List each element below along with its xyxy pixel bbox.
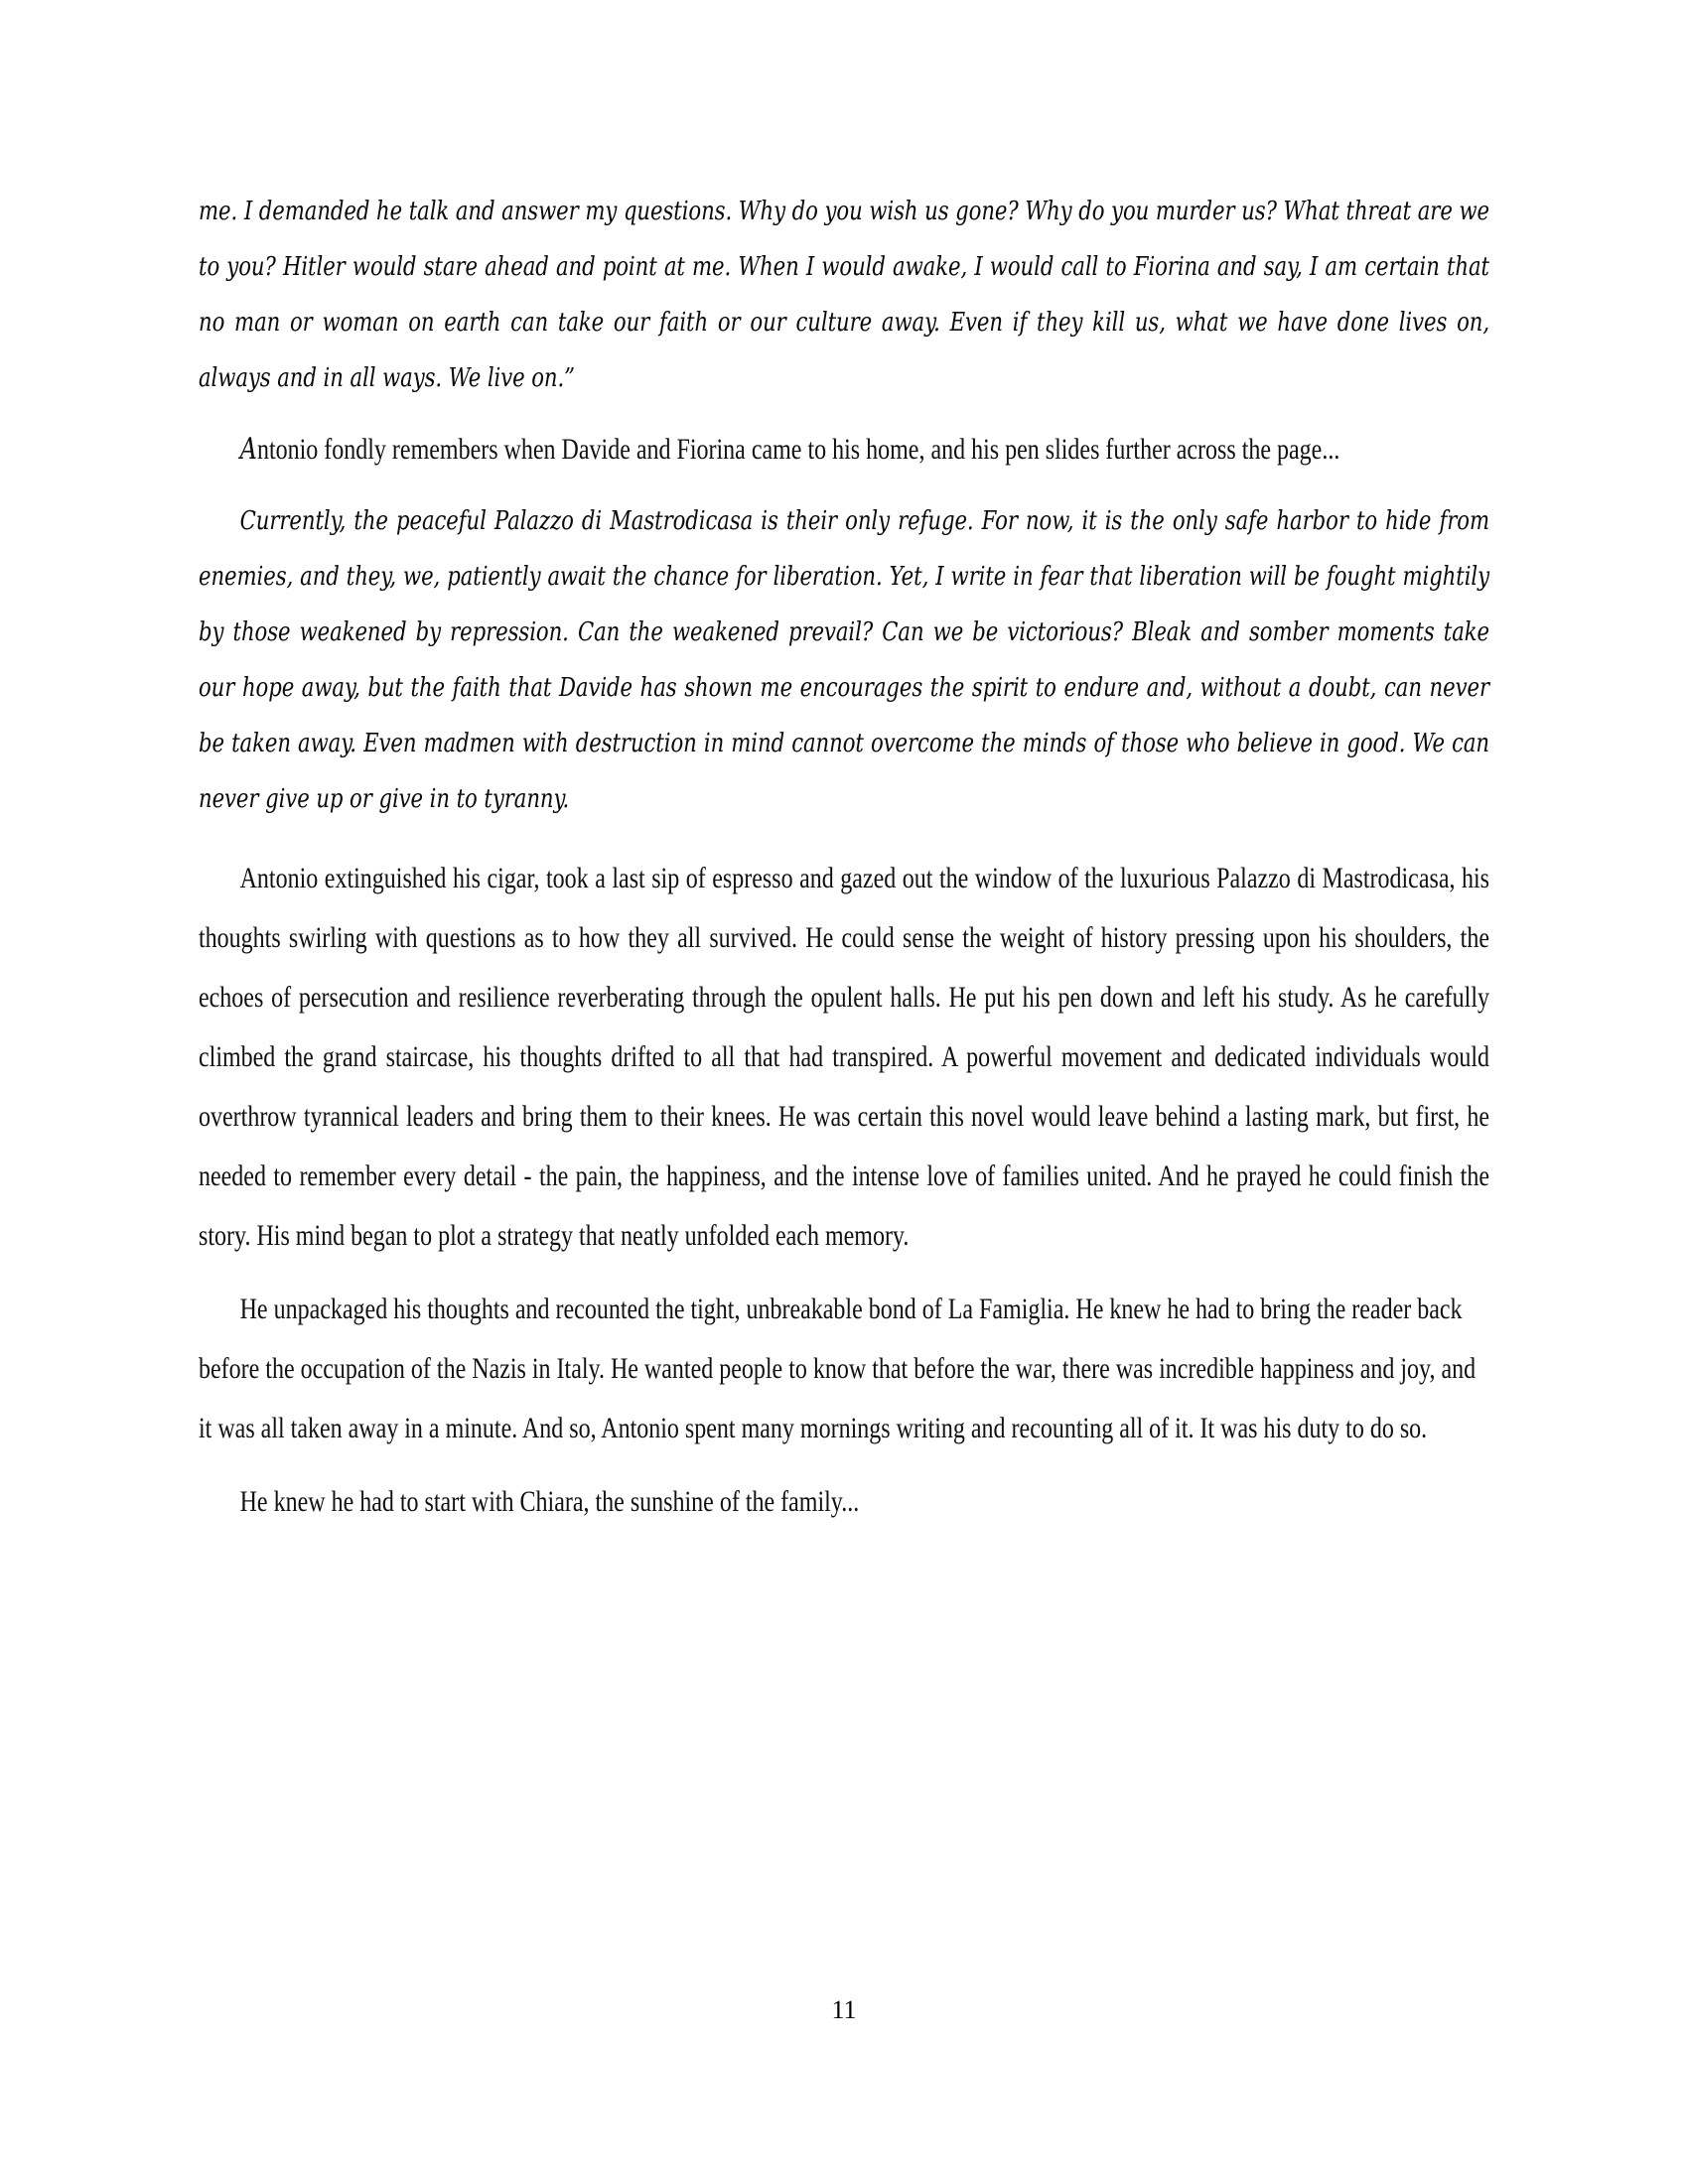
- narrative-paragraph-unpackaged: [199, 1280, 1489, 1458]
- narrative-unpackaged-text: He unpackaged his thoughts and recounted the tight, unbreakable bond of La Famiglia. He knew he had to bring the reader back before the occupation of the Nazis in Italy. He wanted people to know that before the war, there was incredible happiness and joy, and it was all taken away in a minute. And so, Antonio spent many mornings writing and recounting all of it. It was his duty to do so.: [199, 1293, 1477, 1444]
- narrative-fondly-text: ntonio fondly remembers when Davide and Fiorina came to his home, and his pen slides further across the page...: [256, 433, 1340, 466]
- journal-paragraph-dream: me. I demanded he talk and answer my questions. Why do you wish us gone? Why do you murder us? What threat are we to you? Hitler would stare ahead and point at me. When I would awake, I would call to Fiorina and say, I am certain that no man or woman on earth can take our faith or our culture away. Even if they kill us, what we have done lives on, always and in all ways. We live on.”: [199, 196, 1489, 393]
- narrative-paragraph-chiara: [199, 1472, 1489, 1532]
- journal-paragraph-currently: Currently, the peaceful Palazzo di Mastrodicasa is their only refuge. For now, it is the only safe harbor to hide from enemies, and they, we, patiently await the chance for liberation. Yet, I write in fear that liberation will be fought mightily by those weakened by repression. Can the weakened prevail? Can we be victorious? Bleak and somber moments take our hope away, but the faith that Davide has shown me encourages the spirit to endure and, without a doubt, can never be taken away. Even madmen with destruction in mind cannot overcome the minds of those who believe in good. We can never give up or give in to tyranny.: [199, 505, 1490, 814]
- narrative-extinguished-text: Antonio extinguished his cigar, took a last sip of espresso and gazed out the window of the luxurious Palazzo di Mastrodicasa, his thoughts swirling with questions as to how they all survived. He could sense the weight of history pressing upon his shoulders, the echoes of persecution and resilience reverberating through the opulent halls. He put his pen down and left his study. As he carefully climbed the grand staircase, his thoughts drifted to all that had transpired. A powerful movement and dedicated individuals would overthrow tyrannical leaders and bring them to their knees. He was certain this novel would leave behind a lasting mark, but first, he needed to remember every detail - the pain, the happiness, and the intense love of families united. And he prayed he could finish the story. His mind began to plot a strategy that neatly unfolded each memory.: [199, 862, 1490, 1252]
- page-number: 11: [831, 1995, 857, 2024]
- paragraph-spacer: [199, 406, 1489, 420]
- narrative-paragraph-extinguished: [199, 849, 1489, 1266]
- page-content: [199, 184, 1489, 1532]
- drop-cap-letter: A: [239, 432, 257, 467]
- paragraph-spacer: [199, 827, 1489, 849]
- paragraph-spacer: [199, 1266, 1489, 1280]
- paragraph-spacer: [199, 1458, 1489, 1472]
- narrative-paragraph-fondly: [199, 420, 1489, 479]
- narrative-chiara-text: He knew he had to start with Chiara, the sunshine of the family...: [239, 1485, 860, 1518]
- paragraph-spacer: [199, 479, 1489, 493]
